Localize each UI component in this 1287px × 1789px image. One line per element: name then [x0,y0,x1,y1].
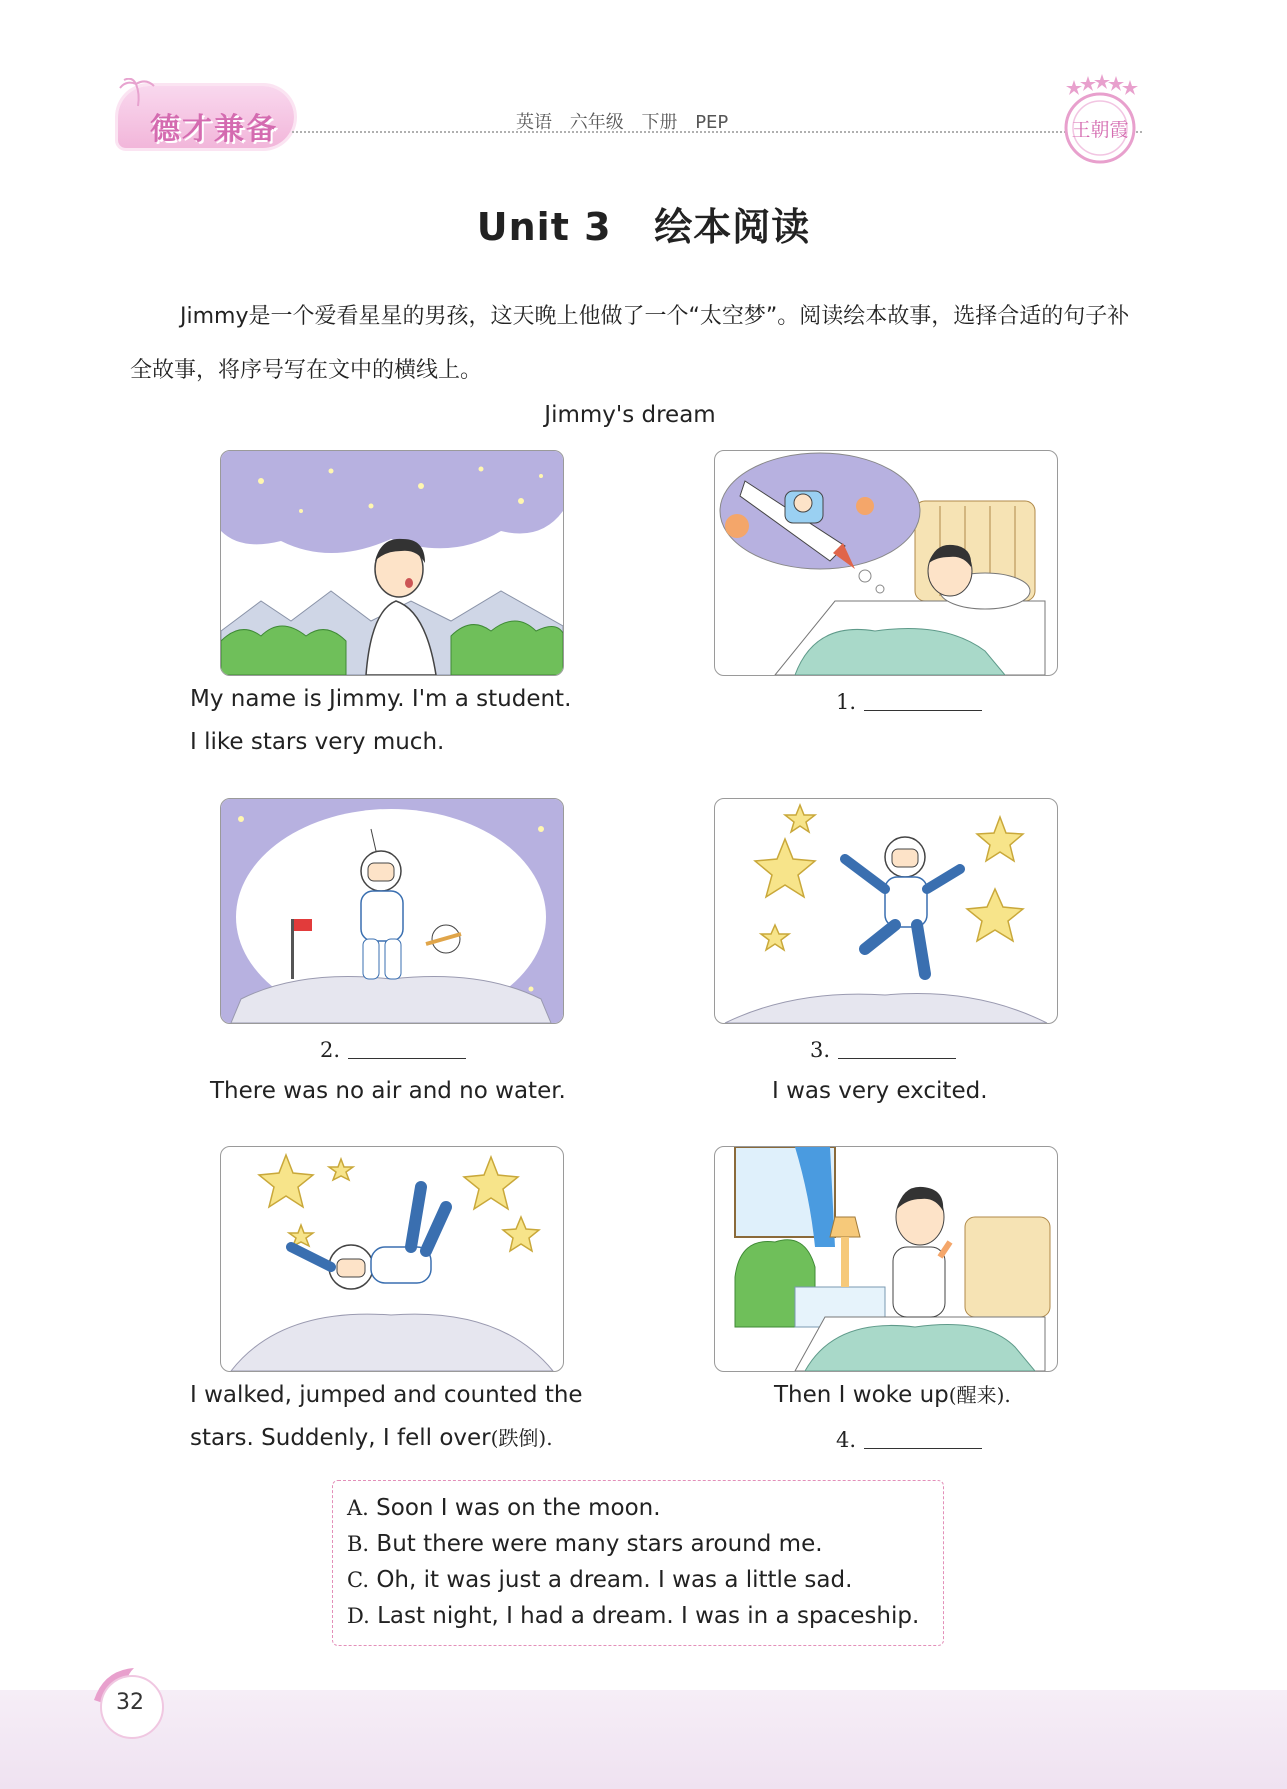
caption-line: My name is Jimmy. I'm a student. [190,686,572,712]
blank-number: 3. [810,1038,831,1062]
panel-6-image [714,1146,1058,1372]
astronaut-icon [845,837,960,974]
option-b [347,1531,823,1557]
blank-number: 2. [320,1038,341,1062]
flag-icon [294,919,312,931]
chinese-gloss: (醒来). [948,1383,1011,1407]
option-letter: D. [347,1604,370,1628]
option-letter: A. [347,1496,369,1520]
falling-astronaut-icon [291,1187,446,1289]
panel-5-image [220,1146,564,1372]
panel-3-image [220,798,564,1024]
panel-4-caption [772,1070,988,1113]
answer-line[interactable] [864,709,982,711]
option-text: Soon I was on the moon. [376,1495,661,1521]
panel-1-image [220,450,564,676]
options-box [332,1480,944,1646]
subject-label: 英语 [516,112,552,133]
caption-line [774,1374,1011,1417]
planet-icon [725,514,749,538]
option-text: But there were many stars around me. [376,1531,823,1557]
option-c [347,1567,852,1593]
panel-6-caption [774,1374,1011,1417]
caption-line: I walked, jumped and counted the [190,1382,583,1408]
seal-text: 王朝霞 [1071,119,1129,141]
edition-label: PEP [695,112,729,133]
caption-text: stars. Suddenly, I fell over [190,1425,491,1451]
lamp-icon [830,1217,860,1237]
option-letter: C. [347,1568,369,1592]
story-title: Jimmy's dream [544,402,716,428]
panel-1-caption [190,678,571,764]
panel-5-caption [190,1374,583,1460]
caption-line: There was no air and no water. [210,1078,566,1104]
option-text: Oh, it was just a dream. I was a little sad. [376,1567,853,1593]
instructions: Jimmy是一个爱看星星的男孩，这天晚上他做了一个“太空梦”。阅读绘本故事，选择合适的句子补全故事，将序号写在文中的横线上。 [130,304,1130,383]
option-d [347,1603,919,1629]
blank-number: 4. [836,1428,857,1452]
blank-3[interactable] [810,1038,956,1062]
blank-4[interactable] [836,1428,982,1452]
option-a [347,1495,661,1521]
blank-number: 1. [836,690,857,714]
page-number: 32 [116,1690,144,1715]
header-info [516,108,728,134]
caption-line [190,1417,583,1460]
star-row-icon [1066,74,1138,95]
brand-title: 德才兼备 [150,112,278,147]
panel-2-image [714,450,1058,676]
panel-3-caption [210,1070,566,1113]
blank-1[interactable] [836,690,982,714]
blank-2[interactable] [320,1038,466,1062]
caption-text: Then I woke up [774,1382,949,1408]
option-text: Last night, I had a dream. I was in a spaceship. [377,1603,920,1629]
footer-band [0,1690,1287,1789]
page-title: Unit 3 绘本阅读 [476,205,811,249]
grade-label: 六年级 [569,112,624,133]
answer-line[interactable] [348,1057,466,1059]
chinese-gloss: (跌倒). [490,1426,553,1450]
caption-line: I like stars very much. [190,729,445,755]
publisher-seal [1060,74,1140,166]
answer-line[interactable] [838,1057,956,1059]
smiling-stars-icon [259,1155,539,1251]
caption-line: I was very excited. [772,1078,988,1104]
option-letter: B. [347,1532,370,1556]
answer-line[interactable] [864,1447,982,1449]
term-label: 下册 [641,112,678,133]
panel-4-image [714,798,1058,1024]
